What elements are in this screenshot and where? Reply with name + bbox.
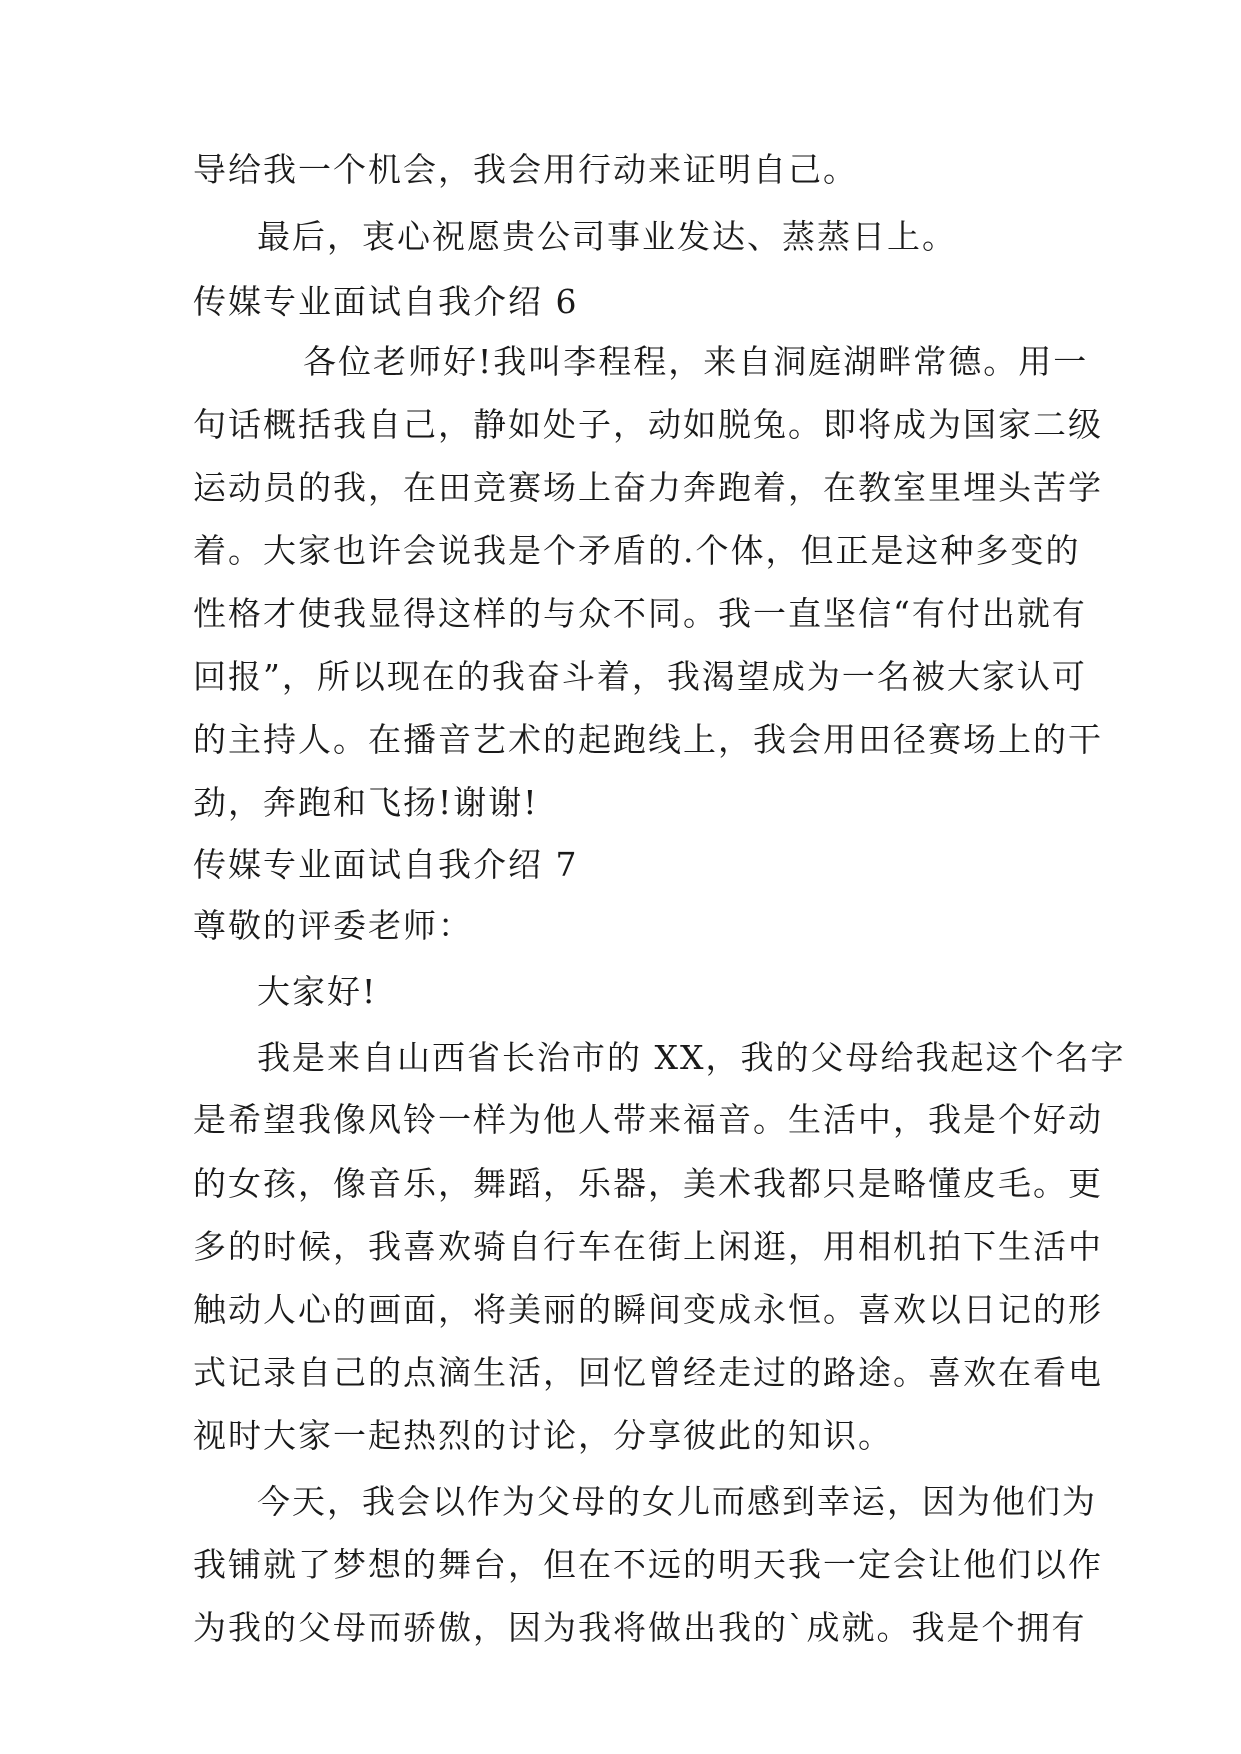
section-heading-6: 传媒专业面试自我介绍 6 (193, 282, 579, 321)
text-line-11: 劲，奔跑和飞扬!谢谢! (193, 783, 539, 822)
text-line-1: 导给我一个机会，我会用行动来证明自己。 (193, 150, 858, 189)
text-line-18: 多的时候，我喜欢骑自行车在街上闲逛，用相机拍下生活中 (193, 1227, 1103, 1266)
text-line-21: 视时大家一起热烈的讨论，分享彼此的知识。 (193, 1416, 893, 1455)
text-line-7: 着。大家也许会说我是个矛盾的.个体，但正是这种多变的 (193, 531, 1081, 570)
text-line-8: 性格才使我显得这样的与众不同。我一直坚信“有付出就有 (193, 594, 1087, 633)
greeting: 大家好! (257, 972, 378, 1011)
text-line-10: 的主持人。在播音艺术的起跑线上，我会用田径赛场上的干 (193, 720, 1103, 759)
text-line-15: 我是来自山西省长治市的 XX，我的父母给我起这个名字 (257, 1038, 1126, 1077)
text-line-24: 为我的父母而骄傲，因为我将做出我的`成就。我是个拥有 (193, 1608, 1087, 1647)
text-line-19: 触动人心的画面，将美丽的瞬间变成永恒。喜欢以日记的形 (193, 1290, 1103, 1329)
text-line-5: 句话概括我自己，静如处子，动如脱兔。即将成为国家二级 (193, 405, 1103, 444)
text-line-2: 最后，衷心祝愿贵公司事业发达、蒸蒸日上。 (257, 217, 957, 256)
section-heading-7: 传媒专业面试自我介绍 7 (193, 845, 579, 884)
text-line-9: 回报”，所以现在的我奋斗着，我渴望成为一名被大家认可 (193, 657, 1087, 696)
text-line-6: 运动员的我，在田竞赛场上奋力奔跑着，在教室里埋头苦学 (193, 468, 1103, 507)
text-line-4: 各位老师好!我叫李程程，来自洞庭湖畔常德。用一 (303, 342, 1089, 381)
text-line-22: 今天，我会以作为父母的女儿而感到幸运，因为他们为 (257, 1482, 1097, 1521)
text-line-17: 的女孩，像音乐，舞蹈，乐器，美术我都只是略懂皮毛。更 (193, 1164, 1103, 1203)
salutation: 尊敬的评委老师： (193, 906, 473, 945)
text-line-16: 是希望我像风铃一样为他人带来福音。生活中，我是个好动 (193, 1100, 1103, 1139)
text-line-20: 式记录自己的点滴生活，回忆曾经走过的路途。喜欢在看电 (193, 1353, 1103, 1392)
text-line-23: 我铺就了梦想的舞台，但在不远的明天我一定会让他们以作 (193, 1545, 1103, 1584)
